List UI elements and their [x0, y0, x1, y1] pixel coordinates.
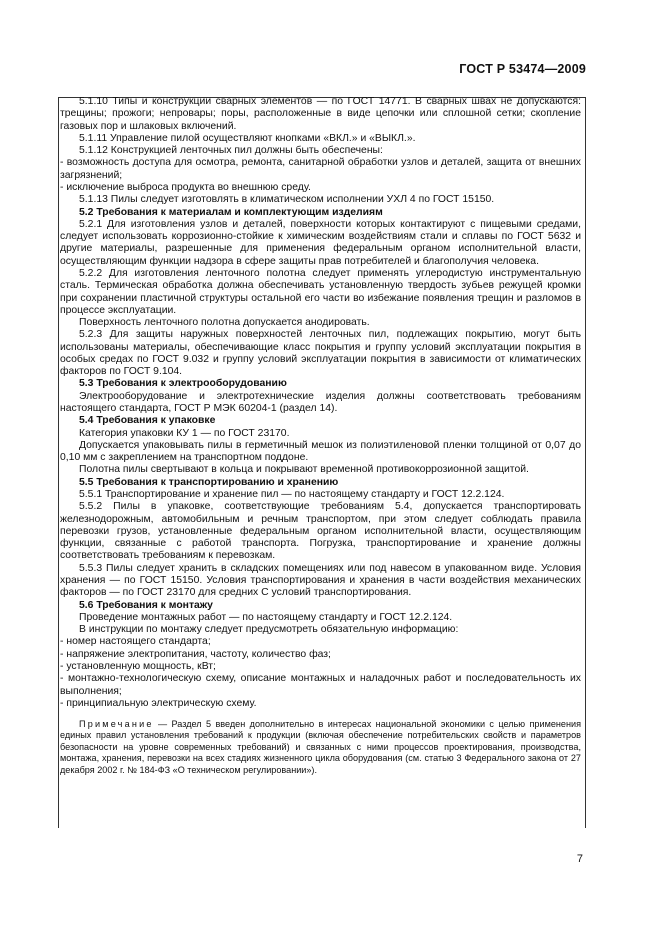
list-item: - номер настоящего стандарта; — [60, 636, 211, 648]
list-item: - монтажно-технологическую схему, описание монтажных и наладочных работ и последовательность их выполнения; — [60, 673, 581, 697]
clause-5-5-1: 5.5.1 Транспортирование и хранение пил — по настоящему стандарту и ГОСТ 12.2.124. — [79, 489, 505, 500]
clause-5-2-3: 5.2.3 Для защиты наружных поверхностей ленточных пил, подлежащих покрытию, могут быть использованы материалы, обеспечивающие класс покрытия и группу условий эксплуатации покрытия в особых средах по ГОСТ 9.032 и группу условий эксплуатации покрытия в зависимости от климатических факторов по ГОСТ 9.104. — [60, 329, 581, 378]
section-heading-5-6: 5.6 Требования к монтажу — [79, 599, 213, 611]
paragraph: Допускается упаковывать пилы в герметичный мешок из полиэтиленовой пленки толщиной от 0,07 до 0,10 мм с закреплением на транспортном поддоне. — [60, 439, 581, 464]
section-heading-5-3: 5.3 Требования к электрооборудованию — [79, 378, 287, 390]
section-heading-5-5: 5.5 Требования к транспортированию и хранению — [79, 476, 339, 488]
page-header-standard: ГОСТ Р 53474—2009 — [459, 62, 586, 76]
list-item: - установленную мощность, кВт; — [60, 660, 216, 672]
page-number: 7 — [576, 853, 583, 865]
paragraph: Проведение монтажных работ — по настоящему стандарту и ГОСТ 12.2.124. — [79, 611, 453, 623]
section-heading-5-4: 5.4 Требования к упаковке — [79, 415, 216, 427]
document-body — [60, 96, 581, 776]
section-heading-5-2: 5.2 Требования к материалам и комплектующим изделиям — [79, 206, 383, 218]
list-item: - напряжение электропитания, частоту, количество фаз; — [60, 648, 331, 660]
clause-5-1-13: 5.1.13 Пилы следует изготовлять в климатическом исполнении УХЛ 4 по ГОСТ 15150. — [79, 194, 495, 206]
clause-5-1-11: 5.1.11 Управление пилой осуществляют кнопками «ВКЛ.» и «ВЫКЛ.». — [79, 132, 416, 144]
list-item: - исключение выброса продукта во внешнюю среду. — [60, 181, 311, 193]
paragraph: Полотна пилы свертывают в кольца и покрывают временной противокоррозионной защитой. — [79, 464, 529, 476]
note-text: — Раздел 5 введен дополнительно в интересах национальной экономики с целью применения единых правил установления требований к продукции (включая обеспечение потребительских свойств и параметров безопасности на уровне современных требований) и связанных с ними процессов проектирования, производства, монтажа, хранения, перевозки на всех стадиях жизненного цикла оборудования (см. статью 3 Федерального закона от 27 декабря 2002 г. № 184-ФЗ «О техническом регулировании»). — [60, 719, 581, 775]
clause-5-1-10: 5.1.10 Типы и конструкции сварных элементов — по ГОСТ 14771. В сварных швах не допускаются: трещины; прожоги; непровары; поры, расположенные в виде цепочки или сплошной сетки; скопление газовых пор и шлаковых включений. — [60, 96, 581, 132]
list-item: - принципиальную электрическую схему. — [60, 697, 257, 709]
paragraph: В инструкции по монтажу следует предусмотреть обязательную информацию: — [79, 624, 459, 636]
paragraph: Электрооборудование и электротехнические изделия должны соответствовать требованиям настоящего стандарта, ГОСТ Р МЭК 60204-1 (раздел 14). — [60, 390, 581, 415]
note-label: Примечание — [79, 719, 154, 730]
note — [60, 719, 581, 776]
paragraph: Категория упаковки КУ 1 — по ГОСТ 23170. — [79, 427, 290, 439]
clause-5-2-1: 5.2.1 Для изготовления узлов и деталей, поверхности которых контактируют с пищевыми средами, следует использовать коррозионно-стойкие к химическим воздействиям стали и сплавы по ГОСТ 5632 и другие материалы, разрешенные для применения федеральным органом исполнительной власти, осуществляющим функции надзора в сфере защиты прав потребителей и благополучия человека. — [60, 218, 581, 267]
clause-5-5-2: 5.5.2 Пилы в упаковке, соответствующие требованиям 5.4, допускается транспортировать железнодорожным, автомобильным и речным транспортом, при этом следует соблюдать правила перевозки грузов, установленные федеральным органом исполнительной власти, осуществляющим функции, связанные с работой транспорта. Погрузка, транспортирование и хранение должны соответствовать требованиям к перевозкам. — [60, 501, 581, 562]
clause-5-5-3: 5.5.3 Пилы следует хранить в складских помещениях или под навесом в упакованном виде. Условия хранения — по ГОСТ 15150. Условия транспортирования и хранения в части воздействия механических факторов — по ГОСТ 23170 для средних С условий транспортирования. — [60, 562, 581, 599]
clause-5-2-2: 5.2.2 Для изготовления ленточного полотна следует применять углеродистую инструментальную сталь. Термическая обработка должна обеспечивать установленную твердость зубьев режущей кромки при сохранении пластичной структуры остальной его части во избежание появления трещин и разломов в процессе эксплуатации. — [60, 267, 581, 316]
paragraph: Поверхность ленточного полотна допускается анодировать. — [79, 317, 370, 329]
clause-5-1-12: 5.1.12 Конструкцией ленточных пил должны быть обеспечены: — [79, 145, 383, 157]
list-item: - возможность доступа для осмотра, ремонта, санитарной обработки узлов и деталей, защита от внешних загрязнений; — [60, 157, 581, 181]
